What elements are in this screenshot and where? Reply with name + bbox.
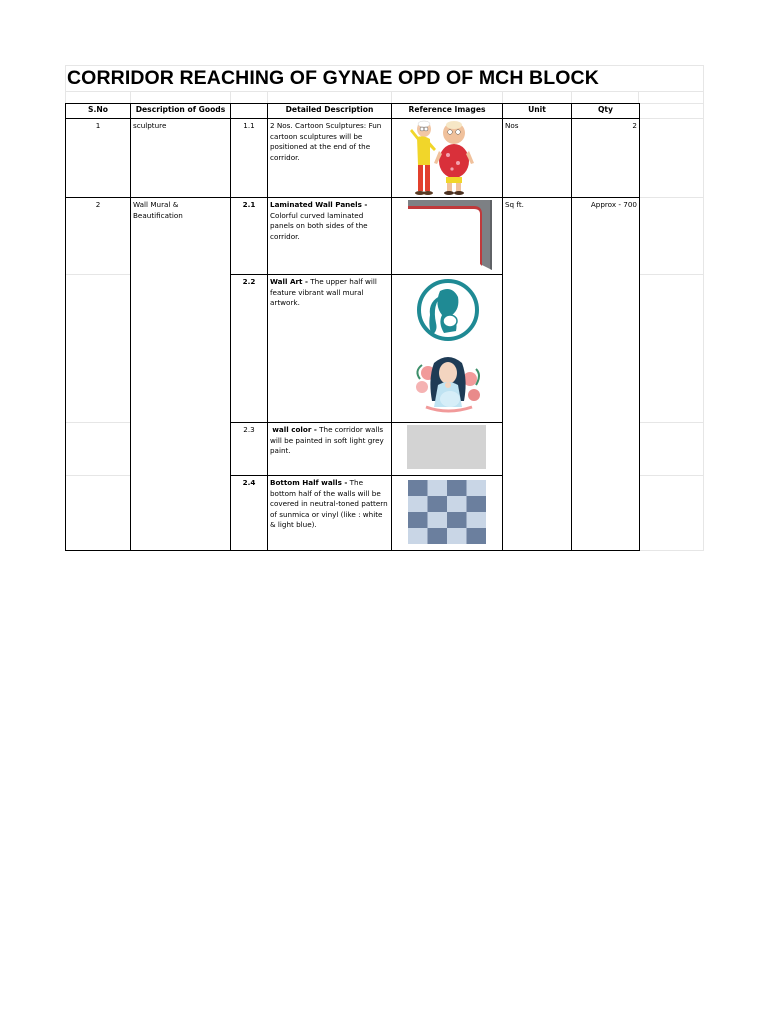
page-title: CORRIDOR REACHING OF GYNAE OPD OF MCH BLOCK (67, 67, 599, 89)
table-row (66, 119, 640, 198)
row1-unit: Nos (503, 119, 572, 198)
row2-1-desc-text: Colorful curved laminated panels on both sides of the corridor. (270, 210, 368, 241)
row2-1-desc (268, 198, 392, 275)
row2-4-desc-bold: Bottom Half walls - (270, 478, 348, 487)
header-goods: Description of Goods (131, 104, 231, 119)
header-row (66, 104, 640, 119)
row1-sno: 1 (66, 119, 131, 198)
curved-panel-image (392, 198, 502, 274)
row2-4-image-cell (392, 476, 503, 551)
row2-3-image-cell (392, 423, 503, 476)
row2-1-image-cell (392, 198, 503, 275)
row2-sno: 2 (66, 198, 131, 551)
row2-3-desc (268, 423, 392, 476)
row2-4-desc (268, 476, 392, 551)
row2-3-sub: 2.3 (231, 423, 268, 476)
cartoon-sculptures-image (392, 119, 502, 197)
row2-2-desc-text: The upper half will feature vibrant wall mural artwork. (270, 277, 377, 308)
header-reference-images: Reference Images (392, 104, 503, 119)
header-unit: Unit (503, 104, 572, 119)
row2-4-sub: 2.4 (231, 476, 268, 551)
row2-2-desc-bold: Wall Art - (270, 277, 308, 286)
row1-qty: 2 (572, 119, 640, 198)
row2-4-desc-text: The bottom half of the walls will be covered in neutral-toned pattern of sunmica or vinyl (like : white & light blue). (270, 478, 388, 530)
row1-desc: 2 Nos. Cartoon Sculptures: Fun cartoon sculptures will be positioned at the end of the corridor. (268, 119, 392, 198)
row2-3-desc-bold: wall color - (272, 425, 317, 434)
row2-3-desc-text: The corridor walls will be painted in soft light grey paint. (270, 425, 384, 456)
row2-2-image-cell (392, 275, 503, 423)
row2-2-sub: 2.2 (231, 275, 268, 423)
wall-art-images (392, 275, 502, 421)
grey-swatch-image (392, 423, 502, 475)
header-qty: Qty (572, 104, 640, 119)
row2-qty: Approx - 700 (572, 198, 640, 551)
header-detailed-description: Detailed Description (268, 104, 392, 119)
row2-2-desc (268, 275, 392, 423)
row2-1-desc-bold: Laminated Wall Panels - (270, 200, 368, 209)
row2-1-sub: 2.1 (231, 198, 268, 275)
checker-pattern-image (392, 476, 502, 548)
table-row (66, 198, 640, 275)
header-sub (231, 104, 268, 119)
row1-goods: sculpture (131, 119, 231, 198)
row1-sub: 1.1 (231, 119, 268, 198)
header-sno: S.No (66, 104, 131, 119)
goods-table (65, 103, 640, 551)
row2-unit: Sq ft. (503, 198, 572, 551)
row2-goods: Wall Mural & Beautification (131, 198, 231, 551)
row1-image-cell (392, 119, 503, 198)
